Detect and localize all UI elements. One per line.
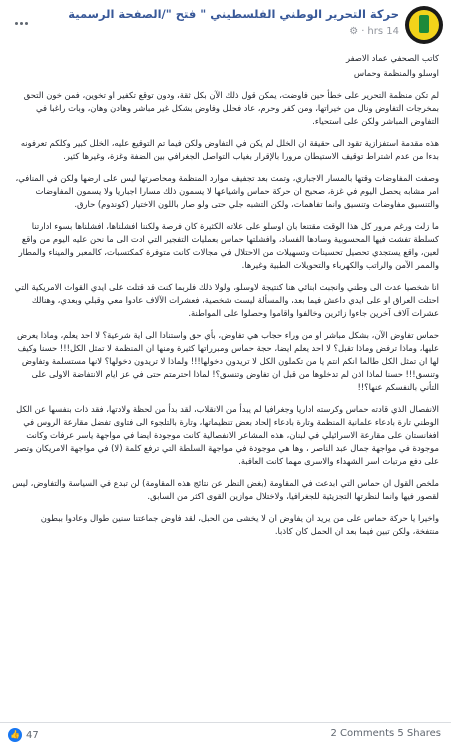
shares-count[interactable]: 5 Shares <box>397 728 441 739</box>
gear-icon[interactable]: ⚙ <box>349 26 359 37</box>
page-name-link[interactable]: حركة التحرير الوطني الفلسطيني " فتح "/الصفحة الرسمية <box>68 7 399 21</box>
page-avatar[interactable] <box>405 6 443 44</box>
post-paragraph: ما زلت ورغم مرور كل هذا الوقت مقتنعا بان اوسلو على علاته الكثيرة كان فرصة ولكننا افشلناها، افشلناها بسوء ادارتنا كسلطة تفشت فيها المحسوبية وسادها الفساد، وافشلتها حماس بعمليات التفجير التي ادت الى ما نحن عليه اليوم من واقع لعين، واقع يستجدي تحصيل تحسينات وتسهيلات من الاحتلال في مجالات كانت متوفرة كمكتسبات، كالمعبر والميناء والمطار والممر الآمن والراتب والكهرباء والتحويلات الطبية وغيرها. <box>18 221 439 270</box>
post-time[interactable]: 14 hrs <box>367 26 399 37</box>
post-paragraph: الانفصال الذي قادته حماس وكرسته اداريا وجغرافيا لم يبدأ من الانقلاب، لقد بدأ من لحظة ولادتها، فقد ذات بنفسها عن الكل الوطني تارة بادعاء علمانية المنظمة وتارة بادعاء إلحاد بعض تنظيماتها، وتارة بالتلجوء الى فتاوى تفضل مقارعة الروس في افغانستان على مقارعة الاسرائيلي في لبنان، هذه المشاعر الانفصالية كانت موجودة ايضا في مواجهة ياسر عرفات وكانت موجودة في مواجهة جمال عبد الناصر ، وها هي موجودة في مواجهة السلطة التي ترفع كلمة (لا) في مواجهة الامريكان وتصر على دفع مرتبات اسر الشهداء والاسرى مهما كانت العاقبة. <box>14 404 439 466</box>
reactions-summary[interactable] <box>8 728 39 742</box>
more-options-icon[interactable] <box>12 10 30 22</box>
meta-separator: · <box>361 26 365 37</box>
author-line: كاتب الصحفي عماد الاصفر <box>345 53 439 63</box>
post-paragraph: ملخص القول ان حماس التي ابدعت في المقاومة (بغض النظر عن نتائج هذه المقاومة) لن تبدع في السياسة والتفاوض، ليس لقصور فيها وانما لنظرتها التجزيئية للجغرافيا، ولاختلال موازين القوى اكثر من السابق. <box>12 478 439 501</box>
post-header <box>0 0 451 46</box>
post-paragraph: واخيرا يا حركة حماس على من يريد ان يفاوض ان لا يخشى من الحبل، لقد فاوض جماعتنا سنين طوال وعادوا ببطون منتفخة، ولكن تبين فيما بعد ان الحمل كان كاذبا. <box>40 513 439 536</box>
comments-count[interactable]: 2 Comments <box>330 728 395 739</box>
post-paragraph: وصفت المفاوضات وقتها بالمسار الاجباري، وتمت بعد تجفيف موارد المنظمة ومحاصرتها ليس على ارضها ولكن في المنافي، امر مشابه يحصل اليوم في غزة، صحيح ان حركة حماس واشياعها لا يسمون ذلك مسارا اجباريا ولا يسمون المفاوضات والتنسيق مفاوضات وتنسيق وانما تفاهمات، ولكن التشبه جلي حتى ولو صار باللون الاختيار (كوندوم) حارق. <box>15 173 439 209</box>
post-paragraph: حماس تفاوض الآن، بشكل مباشر او من وراء حجاب هي تفاوض، بأي حق واستنادا الى اية شرعية؟ لا احد يعلم، وماذا يعرض عليها، وماذا ترفض وماذا تقبل؟ لا احد يعلم ايضا، حجة حماس ومبرراتها كثيرة ومنها ان المنظمة لا تمثل الكل!!! حسنا وكيف لها ان تمثل الكل طالما انكم انتم يا من تكملون الكل لا تريدون دخولها!!! ولماذا لا تريدون دخولها؟ لانها مستسلمة وتفاوض وتنسق!!! حسنا لماذا اذن لم تدخلوها من قبل ان تفاوض وتنسق؟! لماذا احترمتم حتى في عز ايام الانتفاضة الاولى على التأني بالنفسكم عنها؟!! <box>16 330 439 392</box>
post-footer <box>0 722 451 747</box>
logo-mark <box>419 15 429 33</box>
reaction-count: 47 <box>26 729 39 741</box>
like-icon: 👍 <box>8 728 22 742</box>
post-paragraph: انا شخصيا عدت الى وطني وانجبت ابنائي هنا كنتيجة لاوسلو، ولولا ذلك فلربما كنت قد قتلت على ايدي القوات الامريكية التي احتلت العراق او على ايدي داعش فيما بعد، والمسألة ليست شخصية، فعشرات الآلاف عادوا معي وقبلي وبعدي، وهنالك عشرات آلاف آخرين جاءوا زائرين وخالفوا واقاموا وحصلوا على المواطنة. <box>14 282 439 318</box>
title-line: اوسلو والمنظمة وحماس <box>353 68 439 78</box>
post-body <box>12 52 439 547</box>
post-paragraph: هذه مقدمة استفزازية تقود الى حقيقة ان الخلل لم يكن في التفاوض ولكن فيما تم التوقيع عليه، الخلل كبير وكلكم تعرفونه بدءا من عدم اشتراط توقيف الاستيطان مرورا بالإقرار بغياب التواصل الجغرافي بين الضفة وغزة، وغيرها كثير. <box>20 138 439 161</box>
post-meta <box>349 26 399 37</box>
engagement-counts <box>330 728 441 739</box>
post-paragraph: لم تكن منظمة التحرير على خطأ حين فاوضت، يمكن قول ذلك الآن بكل ثقة، ودون توقع تكفير او تخوين، فمن خون التحق بمخرجات التفاوض ونال من خيراتها، ومن كفر وحرم، عاد فحلل وفاوض بشكل غير مباشر وهادن وهان، وبات راغبا في التفاوض المباشر ولكن على استحياء. <box>23 90 439 126</box>
